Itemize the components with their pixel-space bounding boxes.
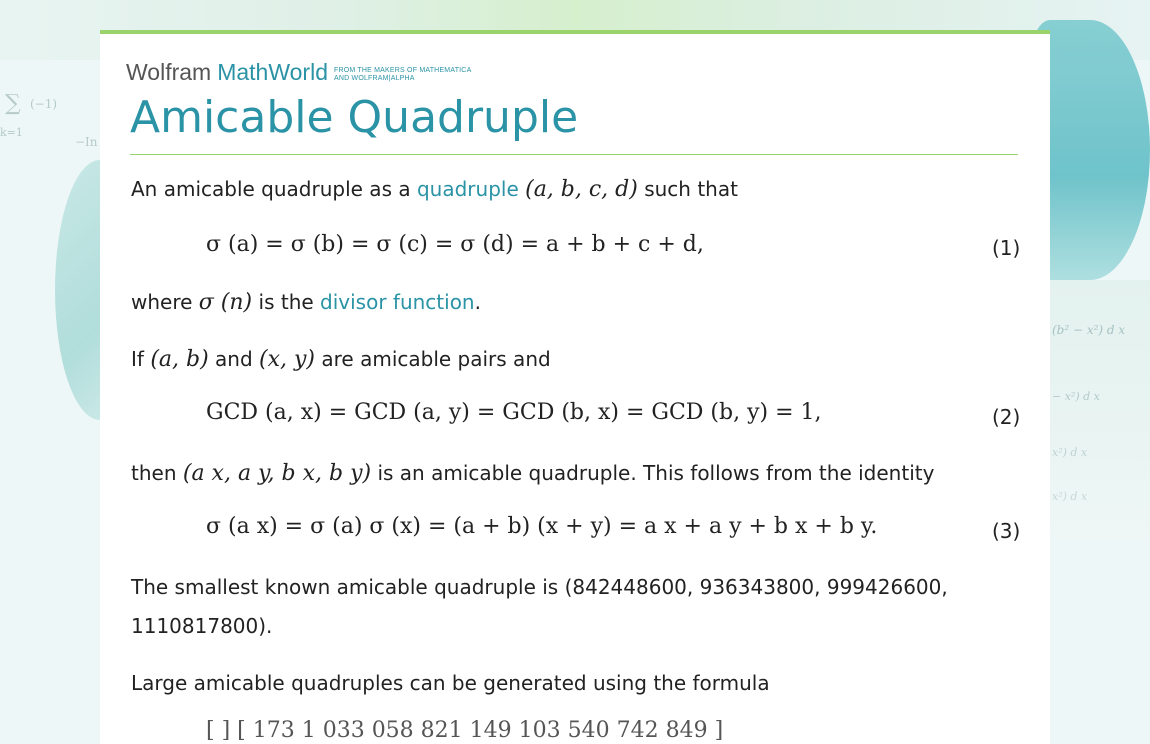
logo-tagline	[334, 67, 471, 83]
p2-text-post: .	[474, 290, 481, 314]
page-title: Amicable Quadruple	[130, 92, 579, 143]
svg-text:k=1: k=1	[0, 126, 23, 139]
quadruple-link[interactable]: quadruple	[416, 177, 519, 201]
logo-tagline-line1: FROM THE MAKERS OF MATHEMATICA	[333, 67, 472, 74]
p4-text-post: is an amicable quadruple. This follows from the identity	[377, 461, 935, 485]
p3-text-pre: If	[131, 347, 144, 371]
p2-text-mid: is the	[258, 290, 314, 314]
p3-math-1: (a, b)	[150, 347, 209, 372]
paragraph-amicable-pairs	[131, 347, 551, 372]
paragraph-divisor	[131, 290, 481, 315]
p2-text-pre: where	[131, 290, 193, 314]
mathworld-logo[interactable]	[126, 58, 471, 86]
p6-text: Large amicable quadruples can be generated using the formula	[131, 671, 770, 695]
p1-math: (a, b, c, d)	[525, 177, 638, 202]
logo-tagline-line2: AND WOLFRAM|ALPHA	[333, 75, 415, 82]
p5-line-2: 1110817800).	[131, 614, 273, 638]
paragraph-identity	[131, 461, 934, 486]
svg-text:(b² − x²) d x: (b² − x²) d x	[1052, 323, 1126, 337]
equation-1-number: (1)	[992, 236, 1021, 260]
paragraph-definition	[131, 177, 738, 202]
svg-text:(−1): (−1)	[30, 97, 58, 111]
svg-text:∑: ∑	[5, 91, 21, 116]
divisor-function-link[interactable]: divisor function	[320, 290, 475, 314]
p3-text-mid: and	[215, 347, 253, 371]
article-card	[100, 30, 1050, 744]
svg-text:x²) d x: x²) d x	[1052, 490, 1088, 503]
equation-3-number: (3)	[992, 519, 1021, 543]
equation-1: σ (a) = σ (b) = σ (c) = σ (d) = a + b + c + d,	[206, 232, 704, 257]
equation-2-number: (2)	[992, 405, 1021, 429]
title-divider	[130, 154, 1018, 155]
svg-text:− x²) d x: − x²) d x	[1052, 390, 1100, 403]
p1-text-pre: An amicable quadruple as a	[131, 177, 411, 201]
paragraph-large-quadruples	[131, 671, 770, 695]
p1-text-post: such that	[644, 177, 738, 201]
equation-3: σ (a x) = σ (a) σ (x) = (a + b) (x + y) = a x + a y + b x + b y.	[206, 514, 878, 539]
paragraph-smallest-quadruple-cont	[131, 614, 272, 638]
logo-mathworld-text: MathWorld	[217, 59, 328, 85]
equation-2: GCD (a, x) = GCD (a, y) = GCD (b, x) = GCD (b, y) = 1,	[206, 400, 822, 425]
p3-math-2: (x, y)	[259, 347, 316, 372]
svg-text:−In: −In	[75, 135, 98, 149]
p3-text-post: are amicable pairs and	[321, 347, 551, 371]
p2-math: σ (n)	[198, 290, 253, 315]
p4-math: (a x, a y, b x, b y)	[182, 461, 372, 486]
p4-text-pre: then	[131, 461, 177, 485]
formula-partial: [ ] [ 173 1 033 058 821 149 103 540 742 849 ]	[206, 718, 724, 743]
logo-wolfram-text: Wolfram	[126, 59, 212, 85]
paragraph-smallest-quadruple	[131, 575, 948, 599]
svg-text:x²) d x: x²) d x	[1052, 446, 1088, 459]
p5-line-1: The smallest known amicable quadruple is (842448600, 936343800, 999426600,	[131, 575, 948, 599]
